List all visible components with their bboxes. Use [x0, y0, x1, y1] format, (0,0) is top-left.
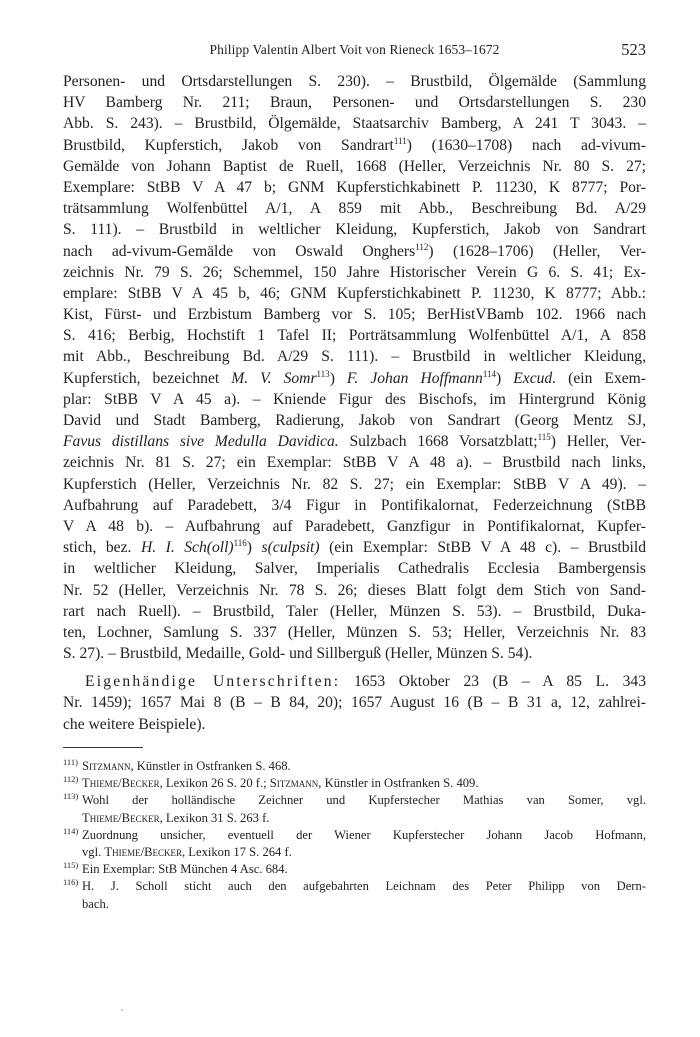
- text-segment: , Lexikon 31 S. 263 f.: [159, 810, 270, 825]
- text-line: Personen- und Ortsdarstellungen S. 230). – Brustbild, Ölgemälde (Sammlung: [63, 73, 646, 90]
- footnote-line: [82, 758, 646, 775]
- footnote-112: [63, 775, 646, 792]
- italic-inscription: F. Johan Hoffmann: [346, 369, 483, 387]
- main-text: [63, 71, 646, 735]
- text-line: Exemplare: StBB V A 47 b; GNM Kupferstichkabinett P. 11230, K 8777; Por-: [63, 178, 646, 196]
- text-segment: ) Heller, Ver-: [550, 433, 646, 451]
- text-segment: , Künstler in Ostfranken S. 468.: [130, 759, 291, 773]
- text-line: Nr. 52 (Heller, Verzeichnis Nr. 78 S. 26; dieses Blatt folgt dem Stich von Sand-: [63, 581, 646, 599]
- footnote-ref-114: 114: [482, 368, 497, 379]
- text-line: S. 27). – Brustbild, Medaille, Gold- und Sillberguß (Heller, Münzen S. 54).: [63, 645, 533, 663]
- text-line: [63, 537, 646, 558]
- italic-title: Favus distillans sive Medulla Davidica.: [63, 433, 339, 451]
- text-line: V A 48 b). – Aufbahrung auf Paradebett, Ganzfigur in Pontifikalornat, Kupfer-: [63, 517, 646, 535]
- text-segment: ): [246, 539, 262, 557]
- running-title: Philipp Valentin Albert Voit von Rieneck 1653–1672: [209, 42, 500, 57]
- footnote-line: H. J. Scholl sticht auch den aufgebahrten Leichnam des Peter Philipp von Dern-: [82, 879, 646, 894]
- text-line: David und Stadt Bamberg, Radierung, Jakob von Sandrart (Georg Mentz SJ,: [63, 412, 646, 429]
- text-segment: stich, bez.: [63, 539, 141, 557]
- footnote-ref-116: 116: [233, 538, 247, 549]
- footnote-mark: 116): [63, 877, 79, 888]
- italic-inscription: s(culpsit): [261, 539, 320, 557]
- footnote-mark: 115): [63, 860, 79, 871]
- text-line: Nr. 1459); 1657 Mai 8 (B – B 84, 20); 1657 August 16 (B – B 31 a, 12, zahlrei-: [63, 694, 646, 712]
- text-line: trätsammlung Wolfenbüttel A/1, A 859 mit Abb., Beschreibung Bd. A/29: [63, 200, 646, 218]
- text-line: in weltlicher Kleidung, Salver, Imperialis Cathedralis Ecclesia Bambergensis: [63, 560, 646, 578]
- text-segment: , Lexikon 26 S. 20 f.;: [159, 776, 270, 791]
- text-segment: , Künstler in Ostfranken S. 409.: [318, 776, 479, 791]
- footnote-divider: [63, 747, 143, 748]
- text-segment: ): [329, 369, 347, 387]
- italic-inscription: Excud.: [513, 369, 557, 387]
- author-name: Sitzmann: [269, 776, 319, 791]
- footnote-line: [82, 844, 646, 861]
- footnote-114: [63, 827, 646, 861]
- author-name: Thieme/Becker: [104, 845, 182, 860]
- text-line: [63, 135, 646, 156]
- text-segment: (ein Exemplar: StBB V A 48 c). – Brustbild: [319, 539, 647, 557]
- footnote-113: [63, 792, 646, 826]
- text-line: Aufbahrung auf Paradebett, 3/4 Figur in Pontifikalornat, Federzeichnung (StBB: [63, 496, 646, 514]
- text-line: plar: StBB V A 45 a). – Kniende Figur des Bischofs, im Hintergrund König: [63, 390, 646, 408]
- page-header: [63, 40, 646, 62]
- footnote-line: Zuordnung unsicher, eventuell der Wiener Kupferstecher Johann Jacob Hofmann,: [82, 827, 646, 842]
- text-line: S. 416; Berbig, Hochstift 1 Tafel II; Porträtsammlung Wolfenbüttel A/1, A 858: [63, 327, 646, 345]
- footnotes: [63, 758, 646, 913]
- text-line: zeichnis Nr. 79 S. 26; Schemmel, 150 Jahre Historischer Verein G 6. S. 41; Ex-: [63, 263, 646, 281]
- paper-speck: [121, 1009, 123, 1011]
- footnote-mark: 113): [63, 791, 79, 802]
- text-segment: Brustbild, Kupferstich, Jakob von Sandrart: [63, 136, 394, 154]
- text-line: rart nach Ruell). – Brustbild, Taler (Heller, Münzen S. 53). – Brustbild, Duka-: [63, 602, 646, 620]
- footnote-line: Ein Exemplar: StB München 4 Asc. 684.: [82, 862, 288, 877]
- footnote-ref-112: 112: [415, 241, 429, 252]
- italic-inscription: M. V. Somr: [231, 369, 317, 387]
- text-segment: (ein Exem-: [556, 369, 646, 387]
- footnote-line: [82, 810, 646, 827]
- text-line: HV Bamberg Nr. 211; Braun, Personen- und Ortsdarstellungen S. 230: [63, 94, 646, 112]
- text-line: S. 111). – Brustbild in weltlicher Kleidung, Kupferstich, Jakob von Sandrart: [63, 221, 646, 239]
- footnote-line: bach.: [82, 896, 109, 911]
- author-name: Thieme/Becker: [82, 810, 160, 825]
- footnote-116: [63, 878, 646, 912]
- footnote-line: [82, 775, 646, 792]
- text-segment: 1653 Oktober 23 (B – A 85 L. 343: [353, 673, 646, 691]
- text-line: che weitere Beispiele).: [63, 715, 206, 733]
- text-segment: Sulzbach 1668 Vorsatzblatt;: [338, 433, 538, 451]
- text-line: Abb. S. 243). – Brustbild, Ölgemälde, Staatsarchiv Bamberg, A 241 T 3043. –: [63, 115, 646, 133]
- text-segment: ): [496, 369, 514, 387]
- footnote-mark: 111): [63, 757, 78, 767]
- section-label: Eigenhändige Unterschriften:: [85, 673, 341, 691]
- text-line: [63, 431, 646, 452]
- text-segment: ) (1628–1706) (Heller, Ver-: [428, 242, 647, 260]
- footnote-mark: 114): [63, 825, 79, 836]
- footnote-line: Wohl der holländische Zeichner und Kupferstecher Mathias van Somer, vgl.: [82, 793, 646, 808]
- author-name: Thieme/Becker: [82, 776, 160, 791]
- text-line: mit Abb., Beschreibung Bd. A/29 S. 111). – Brustbild in weltlicher Kleidung,: [63, 348, 646, 366]
- text-line: Gemälde von Johann Baptist de Ruell, 1668 (Heller, Verzeichnis Nr. 80 S. 27;: [63, 157, 646, 175]
- text-segment: , Lexikon 17 S. 264 f.: [181, 845, 292, 860]
- text-line: zeichnis Nr. 81 S. 27; ein Exemplar: StBB V A 48 a). – Brustbild nach links,: [63, 454, 646, 472]
- footnote-111: [63, 758, 646, 775]
- italic-inscription: H. I. Sch(oll): [140, 539, 234, 557]
- footnote-115: [63, 861, 646, 878]
- text-segment: vgl.: [82, 845, 105, 860]
- footnote-ref-115: 115: [537, 432, 551, 443]
- text-line: Kupferstich (Heller, Verzeichnis Nr. 82 S. 27; ein Exemplar: StBB V A 49). –: [63, 475, 646, 493]
- author-name: Sitzmann: [82, 759, 131, 773]
- text-line: [63, 241, 646, 262]
- text-line: [63, 671, 646, 692]
- text-line: ten, Lochner, Samlung S. 337 (Heller, Münzen S. 53; Heller, Verzeichnis Nr. 83: [63, 623, 646, 641]
- text-segment: Kupferstich, bezeichnet: [63, 369, 232, 387]
- footnote-ref-113: 113: [316, 368, 330, 379]
- text-line: emplare: StBB V A 45 b, 46; GNM Kupferstichkabinett P. 11230, K 8777; Abb.:: [63, 284, 646, 302]
- text-line: [63, 368, 646, 389]
- footnote-mark: 112): [63, 774, 79, 785]
- footnote-ref-111: 111: [393, 135, 407, 146]
- page-number: 523: [621, 40, 646, 59]
- text-line: Kist, Fürst- und Erzbistum Bamberg vor S. 105; BerHistVBamb 102. 1966 nach: [63, 306, 646, 324]
- text-segment: ) (1630–1708) nach ad-vivum-: [406, 136, 646, 154]
- text-segment: nach ad-vivum-Gemälde von Oswald Onghers: [63, 242, 416, 260]
